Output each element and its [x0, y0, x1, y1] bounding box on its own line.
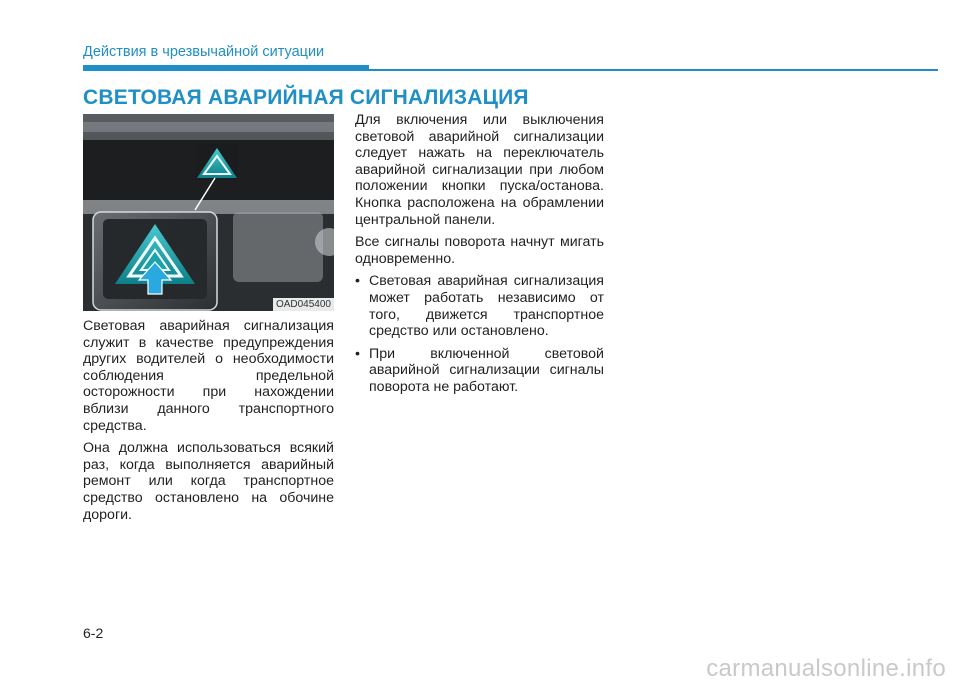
header-rule-thick — [83, 65, 369, 71]
list-item — [355, 346, 604, 396]
enlarged-hazard-button — [93, 212, 217, 310]
paragraph: Для включения или выключения световой аварийной сигнализации следует нажать на переключатель аварийной сигнализации при любом положении кнопки пуска/останова. Кнопка расположена на обрамлении центральной панели. — [355, 112, 604, 228]
paragraph: Она должна использоваться всякий раз, когда выполняется аварийный ремонт или когда транспортное средство остановлено на обочине дороги. — [83, 440, 334, 523]
bullet-list — [355, 273, 604, 395]
paragraph: Световая аварийная сигнализация служит в качестве предупреждения других водителей о необходимости соблюдения предельной осторожности при нахождении вблизи данного транспортного средства. — [83, 318, 334, 434]
dashboard-illustration — [83, 114, 334, 311]
figure-code: OAD045400 — [273, 298, 334, 311]
section-title: СВЕТОВАЯ АВАРИЙНАЯ СИГНАЛИЗАЦИЯ — [83, 86, 529, 109]
header-rule-thin — [369, 69, 938, 71]
page-number: 6-2 — [83, 625, 104, 641]
right-column — [355, 112, 604, 402]
list-item — [355, 273, 604, 339]
running-header: Действия в чрезвычайной ситуации — [83, 44, 325, 60]
small-hazard-button — [196, 144, 238, 180]
list-item-text: При включенной световой аварийной сигнализации сигналы поворота не работают. — [369, 345, 604, 395]
bullet-icon: • — [355, 273, 360, 290]
bullet-icon: • — [355, 345, 360, 362]
list-item-text: Световая аварийная сигнализация может работать независимо от того, движется транспортное средство или остановлено. — [369, 273, 604, 340]
hazard-switch-figure — [83, 114, 334, 311]
watermark: carmanualsonline.info — [706, 655, 946, 682]
left-column — [83, 318, 334, 529]
paragraph: Все сигналы поворота начнут мигать одновременно. — [355, 234, 604, 267]
